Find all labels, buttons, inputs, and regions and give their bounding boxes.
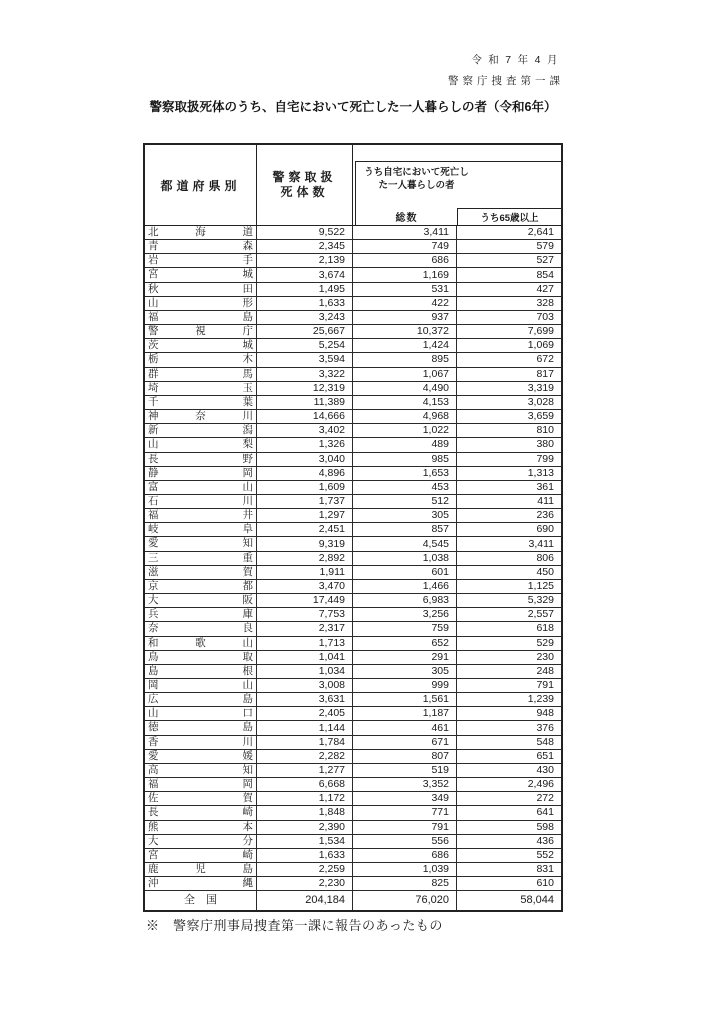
home-cell: 6,983: [353, 594, 457, 607]
home-cell: 652: [353, 637, 457, 650]
over65-cell: 430: [536, 764, 554, 777]
prefecture-cell: 新潟: [145, 424, 257, 437]
prefecture-cell: 熊本: [145, 821, 257, 834]
table-row: [145, 637, 561, 651]
bodies-cell: 9,319: [257, 537, 353, 550]
bodies-cell: 1,297: [257, 509, 353, 522]
table-row: [145, 651, 561, 665]
bodies-cell: 11,389: [257, 396, 353, 409]
bodies-cell: 6,668: [257, 778, 353, 791]
over65-cell: 3,411: [528, 537, 554, 550]
home-cell: 1,169: [353, 268, 457, 281]
home-cell: 3,256: [353, 608, 457, 621]
bodies-cell: 1,144: [257, 721, 353, 734]
footnote: ※ 警察庁刑事局捜査第一課に報告のあったもの: [146, 918, 443, 933]
prefecture-cell: 富山: [145, 481, 257, 494]
bodies-cell: 1,848: [257, 806, 353, 819]
home-cell: 1,038: [353, 552, 457, 565]
bodies-cell: 2,139: [257, 254, 353, 267]
home-cell: 749: [353, 240, 457, 253]
header-home-group-box: [355, 161, 561, 225]
home-cell: 601: [353, 566, 457, 579]
home-cell: 985: [353, 453, 457, 466]
home-cell: 556: [353, 835, 457, 848]
over65-cell: 2,641: [527, 226, 554, 239]
home-cell: 895: [353, 353, 457, 366]
bodies-cell: 9,522: [257, 226, 353, 239]
over65-cell: 376: [536, 721, 554, 734]
bodies-cell: 1,172: [257, 792, 353, 805]
header-home-65plus: うち65歳以上: [457, 208, 561, 225]
table-row: [145, 368, 561, 382]
over65-cell: 230: [536, 650, 554, 663]
prefecture-cell: 長野: [145, 453, 257, 466]
table-row: [145, 382, 561, 396]
prefecture-cell: 奈良: [145, 622, 257, 635]
bodies-cell: 25,667: [257, 325, 353, 338]
table-row: [145, 721, 561, 735]
prefecture-cell: 石川: [145, 495, 257, 508]
header-home-group-line1: うち自宅において死亡し: [364, 167, 469, 178]
bodies-cell: 1,277: [257, 764, 353, 777]
home-cell: 1,039: [353, 863, 457, 876]
home-cell: 4,968: [353, 410, 457, 423]
home-cell: 512: [353, 495, 457, 508]
prefecture-cell: 香川: [145, 736, 257, 749]
bodies-cell: 1,911: [257, 566, 353, 579]
home-cell: 4,153: [353, 396, 457, 409]
table-row: [145, 268, 561, 282]
bodies-cell: 3,594: [257, 353, 353, 366]
over65-cell: 703: [536, 311, 554, 324]
home-cell: 686: [353, 849, 457, 862]
table-row: [145, 424, 561, 438]
table-row: [145, 877, 561, 891]
table-row: [145, 594, 561, 608]
total-home-cell: 76,020: [353, 891, 457, 910]
table-row: [145, 764, 561, 778]
over65-cell: 1,069: [527, 339, 554, 352]
home-cell: 519: [353, 764, 457, 777]
bodies-cell: 1,326: [257, 438, 353, 451]
table-row: [145, 622, 561, 636]
over65-cell: 806: [536, 551, 554, 564]
table-row: [145, 537, 561, 551]
home-cell: 3,352: [353, 778, 457, 791]
home-cell: 10,372: [353, 325, 457, 338]
prefecture-cell: 滋賀: [145, 566, 257, 579]
table-row: [145, 283, 561, 297]
prefecture-cell: 愛媛: [145, 750, 257, 763]
prefecture-cell: 宮城: [145, 268, 257, 281]
over65-cell: 598: [536, 820, 554, 833]
table-row: [145, 750, 561, 764]
home-cell: 1,466: [353, 580, 457, 593]
prefecture-cell: 栃木: [145, 353, 257, 366]
table-row: [145, 495, 561, 509]
home-cell: 1,067: [353, 368, 457, 381]
table-row: [145, 778, 561, 792]
bodies-cell: 2,345: [257, 240, 353, 253]
bodies-cell: 3,008: [257, 679, 353, 692]
home-cell: 857: [353, 523, 457, 536]
over65-cell: 1,239: [527, 693, 554, 706]
prefecture-cell: 福岡: [145, 778, 257, 791]
bodies-cell: 17,449: [257, 594, 353, 607]
over65-cell: 427: [536, 282, 554, 295]
table-body: [145, 226, 561, 891]
home-cell: 791: [353, 821, 457, 834]
table-row: [145, 608, 561, 622]
prefecture-cell: 福島: [145, 311, 257, 324]
over65-cell: 552: [536, 848, 554, 861]
prefecture-cell: 高知: [145, 764, 257, 777]
over65-cell: 831: [536, 863, 554, 876]
bodies-cell: 1,737: [257, 495, 353, 508]
header-home-group-label: [359, 167, 474, 192]
home-cell: 4,490: [353, 382, 457, 395]
over65-cell: 1,125: [527, 579, 554, 592]
bodies-cell: 4,896: [257, 467, 353, 480]
bodies-cell: 5,254: [257, 339, 353, 352]
home-cell: 999: [353, 679, 457, 692]
bodies-cell: 2,259: [257, 863, 353, 876]
home-cell: 759: [353, 622, 457, 635]
over65-cell: 799: [536, 452, 554, 465]
home-cell: 686: [353, 254, 457, 267]
table-row: [145, 339, 561, 353]
table-row: [145, 736, 561, 750]
home-cell: 291: [353, 651, 457, 664]
table-row: [145, 240, 561, 254]
bodies-cell: 1,633: [257, 849, 353, 862]
table-row: [145, 566, 561, 580]
table-row: [145, 509, 561, 523]
bodies-cell: 3,402: [257, 424, 353, 437]
prefecture-cell: 千葉: [145, 396, 257, 409]
over65-cell: 236: [536, 509, 554, 522]
table-row: [145, 679, 561, 693]
over65-cell: 436: [536, 834, 554, 847]
over65-cell: 791: [536, 679, 554, 692]
bodies-cell: 2,390: [257, 821, 353, 834]
prefecture-cell: 和歌山: [145, 637, 257, 650]
header-home-subrow: [356, 208, 561, 225]
prefecture-cell: 長崎: [145, 806, 257, 819]
home-cell: 807: [353, 750, 457, 763]
over65-cell: 810: [536, 424, 554, 437]
prefecture-cell: 佐賀: [145, 792, 257, 805]
over65-cell: 948: [536, 707, 554, 720]
over65-cell: 1,313: [527, 466, 554, 479]
home-cell: 305: [353, 665, 457, 678]
bodies-cell: 1,534: [257, 835, 353, 848]
over65-cell: 361: [536, 480, 554, 493]
table-row: [145, 707, 561, 721]
prefecture-cell: 山口: [145, 707, 257, 720]
total-over65-cell: 58,044: [520, 894, 554, 907]
prefecture-cell: 三重: [145, 552, 257, 565]
table-row: [145, 523, 561, 537]
prefecture-cell: 大阪: [145, 594, 257, 607]
table-row: [145, 467, 561, 481]
home-cell: 1,653: [353, 467, 457, 480]
bodies-cell: 12,319: [257, 382, 353, 395]
table-row: [145, 552, 561, 566]
table-row: [145, 410, 561, 424]
prefecture-cell: 北海道: [145, 226, 257, 239]
over65-cell: 854: [536, 268, 554, 281]
over65-cell: 548: [536, 735, 554, 748]
prefecture-cell: 鳥取: [145, 651, 257, 664]
table-row: [145, 821, 561, 835]
header-prefecture: 都道府県別: [145, 145, 257, 225]
total-label: 全 国: [145, 891, 257, 910]
over65-cell: 651: [536, 749, 554, 762]
home-cell: 1,424: [353, 339, 457, 352]
total-bodies-cell: 204,184: [257, 891, 353, 910]
prefecture-cell: 愛知: [145, 537, 257, 550]
table-row: [145, 835, 561, 849]
table-row: [145, 396, 561, 410]
over65-cell: 610: [536, 877, 554, 890]
bodies-cell: 1,041: [257, 651, 353, 664]
prefecture-cell: 福井: [145, 509, 257, 522]
prefecture-cell: 沖縄: [145, 877, 257, 890]
table-row: [145, 665, 561, 679]
header-home-group-area: [353, 145, 561, 225]
bodies-cell: 1,495: [257, 283, 353, 296]
prefecture-cell: 徳島: [145, 721, 257, 734]
over65-cell: 2,496: [527, 778, 554, 791]
prefecture-cell: 岐阜: [145, 523, 257, 536]
over65-cell: 272: [536, 792, 554, 805]
over65-cell: 248: [536, 664, 554, 677]
home-cell: 1,561: [353, 693, 457, 706]
header-bodies-count: [257, 145, 353, 225]
bodies-cell: 14,666: [257, 410, 353, 423]
over65-cell: 380: [536, 438, 554, 451]
table-row: [145, 693, 561, 707]
table-row: [145, 325, 561, 339]
table-row: [145, 806, 561, 820]
prefecture-cell: 静岡: [145, 467, 257, 480]
bodies-cell: 1,633: [257, 297, 353, 310]
table-row: [145, 792, 561, 806]
over65-cell: 579: [536, 240, 554, 253]
bodies-cell: 2,451: [257, 523, 353, 536]
header-home-total: 総数: [395, 213, 418, 224]
home-cell: 349: [353, 792, 457, 805]
date-line: 令和7年4月: [471, 54, 564, 66]
over65-cell: 529: [536, 636, 554, 649]
table-row: [145, 438, 561, 452]
home-cell: 771: [353, 806, 457, 819]
table-row: [145, 453, 561, 467]
over65-cell: 411: [537, 495, 554, 508]
header-home-group-line2: た一人暮らしの者: [378, 179, 455, 191]
prefecture-cell: 茨城: [145, 339, 257, 352]
prefecture-cell: 岩手: [145, 254, 257, 267]
bodies-cell: 3,243: [257, 311, 353, 324]
home-cell: 825: [353, 877, 457, 890]
table-row: [145, 311, 561, 325]
home-cell: 4,545: [353, 537, 457, 550]
bodies-cell: 3,674: [257, 268, 353, 281]
over65-cell: 450: [536, 565, 554, 578]
home-cell: 671: [353, 736, 457, 749]
bodies-cell: 3,040: [257, 453, 353, 466]
bodies-cell: 1,713: [257, 637, 353, 650]
page-title: 警察取扱死体のうち、自宅において死亡した一人暮らしの者（令和6年）: [149, 100, 557, 114]
document-corner-header: [448, 52, 564, 88]
prefecture-cell: 群馬: [145, 368, 257, 381]
table-row: [145, 481, 561, 495]
table-row: [145, 254, 561, 268]
prefecture-stats-table: [143, 143, 563, 912]
prefecture-cell: 鹿児島: [145, 863, 257, 876]
table-row: [145, 353, 561, 367]
prefecture-cell: 宮崎: [145, 849, 257, 862]
prefecture-cell: 大分: [145, 835, 257, 848]
prefecture-cell: 島根: [145, 665, 257, 678]
home-cell: 461: [353, 721, 457, 734]
home-cell: 1,022: [353, 424, 457, 437]
prefecture-cell: 埼玉: [145, 382, 257, 395]
table-row: [145, 849, 561, 863]
home-cell: 422: [353, 297, 457, 310]
bodies-cell: 3,322: [257, 368, 353, 381]
home-cell: 3,411: [353, 226, 457, 239]
prefecture-cell: 広島: [145, 693, 257, 706]
prefecture-cell: 山形: [145, 297, 257, 310]
bodies-cell: 1,034: [257, 665, 353, 678]
prefecture-cell: 岡山: [145, 679, 257, 692]
home-cell: 305: [353, 509, 457, 522]
over65-cell: 328: [536, 296, 554, 309]
table-row: [145, 580, 561, 594]
over65-cell: 641: [536, 806, 554, 819]
over65-cell: 5,329: [527, 594, 554, 607]
home-cell: 1,187: [353, 707, 457, 720]
bodies-cell: 3,470: [257, 580, 353, 593]
home-cell: 453: [353, 481, 457, 494]
bodies-cell: 7,753: [257, 608, 353, 621]
bodies-cell: 2,405: [257, 707, 353, 720]
org-line: 警察庁捜査第一課: [448, 75, 564, 87]
bodies-cell: 2,892: [257, 552, 353, 565]
prefecture-cell: 京都: [145, 580, 257, 593]
over65-cell: 3,028: [527, 395, 554, 408]
table-row: [145, 297, 561, 311]
prefecture-cell: 山梨: [145, 438, 257, 451]
header-bodies-line1: 警察取扱: [272, 170, 337, 184]
bodies-cell: 2,317: [257, 622, 353, 635]
bodies-cell: 1,609: [257, 481, 353, 494]
over65-cell: 527: [536, 254, 554, 267]
table-row: [145, 863, 561, 877]
home-cell: 937: [353, 311, 457, 324]
prefecture-cell: 秋田: [145, 283, 257, 296]
over65-cell: 3,659: [527, 410, 554, 423]
over65-cell: 690: [536, 523, 554, 536]
total-row: [145, 891, 561, 910]
prefecture-cell: 神奈川: [145, 410, 257, 423]
prefecture-cell: 青森: [145, 240, 257, 253]
over65-cell: 672: [536, 353, 554, 366]
over65-cell: 2,557: [527, 608, 554, 621]
bodies-cell: 1,784: [257, 736, 353, 749]
over65-cell: 817: [536, 367, 554, 380]
table-row: [145, 226, 561, 240]
bodies-cell: 2,282: [257, 750, 353, 763]
home-cell: 531: [353, 283, 457, 296]
table-header: [145, 145, 561, 226]
over65-cell: 7,699: [527, 325, 554, 338]
over65-cell: 3,319: [527, 381, 554, 394]
home-cell: 489: [353, 438, 457, 451]
over65-cell: 618: [536, 622, 554, 635]
prefecture-cell: 兵庫: [145, 608, 257, 621]
bodies-cell: 2,230: [257, 877, 353, 890]
prefecture-cell: 警視庁: [145, 325, 257, 338]
bodies-cell: 3,631: [257, 693, 353, 706]
header-bodies-line2: 死体数: [280, 185, 329, 199]
